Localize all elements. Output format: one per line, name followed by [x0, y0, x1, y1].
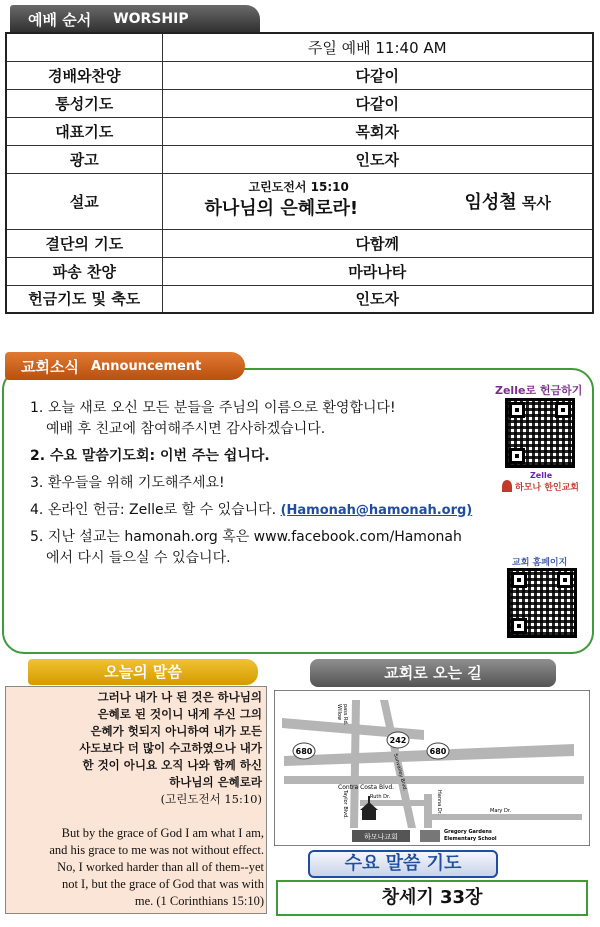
hwy-680-label-east: 680 — [429, 747, 447, 756]
sermon-title: 하나님의 은혜로라! — [204, 197, 359, 219]
order-label: 대표기도 — [6, 117, 162, 145]
order-label: 파송 찬양 — [6, 257, 162, 285]
item-text-2: 예배 후 친교에 참여해주시면 감사하겠습니다. — [46, 421, 326, 437]
order-label: 결단의 기도 — [6, 229, 162, 257]
table-row — [6, 89, 593, 117]
worship-order-table — [5, 32, 594, 314]
road-mary — [432, 814, 582, 820]
contra-costa-label: Contra Costa Blvd. — [338, 784, 395, 791]
mary-label: Mary Dr. — [490, 808, 512, 814]
order-label: 헌금기도 및 축도 — [6, 285, 162, 313]
order-value: 다함께 — [162, 229, 593, 257]
school-label-1: Gregory Gardens — [444, 829, 492, 835]
order-value: 다같이 — [162, 89, 593, 117]
verse-line: not I, but the grace of God that was with — [61, 877, 264, 891]
taylor-label: Taylor Blvd. — [342, 790, 348, 819]
verse-line: 은혜로 된 것이니 내게 주신 그의 — [97, 707, 262, 721]
verse-line: 그러나 내가 나 된 것은 하나님의 — [97, 690, 262, 704]
church-logo — [502, 478, 582, 494]
verse-line: No, I worked harder than all of them--yet — [57, 860, 264, 874]
list-item: 2. 수요 말씀기도회: 이번 주는 쉽니다. — [30, 448, 270, 464]
homepage-label: 교회 홈페이지 — [512, 558, 568, 568]
verse-line: and his grace to me was not without effect. — [49, 843, 264, 857]
hwy-242-label: 242 — [389, 736, 407, 745]
sermon-cell — [162, 173, 593, 229]
item-text: 환우들을 위해 기도해주세요! — [47, 475, 225, 491]
item-text: 지난 설교는 hamonah.org 혹은 www.facebook.com/Hamonah — [47, 529, 462, 545]
sunvalley-label: Sunvalley Blvd. — [392, 752, 408, 792]
item-text-2: 에서 다시 들으실 수 있습니다. — [46, 550, 231, 566]
church-logo-text: 하모나 한인교회 — [515, 482, 579, 493]
ruth-label: Ruth Dr. — [370, 794, 391, 800]
item-text: 오늘 새로 오신 모든 분들을 주님의 이름으로 환영합니다! — [47, 400, 396, 416]
preacher-name: 임성철 — [464, 191, 517, 213]
item-text: 수요 말씀기도회: 이번 주는 쉽니다. — [49, 448, 270, 464]
zelle-qr-code[interactable] — [505, 398, 575, 468]
table-row — [6, 145, 593, 173]
verse-line: But by the grace of God I am what I am, — [61, 826, 264, 840]
order-value: 인도자 — [162, 285, 593, 313]
church-logo-icon — [502, 480, 512, 492]
announcement-tab-label-en: Announcement — [90, 358, 202, 374]
list-item: 3. 환우들을 위해 기도해주세요! — [30, 475, 225, 491]
table-row — [6, 229, 593, 257]
email-link[interactable]: (Hamonah@hamonah.org) — [280, 503, 473, 518]
verse-line: me. (1 Corinthians 15:10) — [134, 894, 264, 908]
willow-label: Willow — [336, 704, 342, 721]
preacher — [465, 188, 551, 214]
verse-ref: (고린도전서 15:10) — [160, 792, 262, 806]
homepage-qr-code[interactable] — [507, 568, 577, 638]
table-row — [6, 257, 593, 285]
table-row — [6, 285, 593, 313]
hwy-680-label: 680 — [295, 747, 313, 756]
worship-tab-label: 예배 순서 — [28, 10, 92, 29]
wednesday-tab: 수요 말씀 기도 — [308, 850, 498, 878]
school-icon — [420, 830, 440, 842]
verse-korean — [8, 689, 262, 808]
order-label: 경배와찬양 — [6, 61, 162, 89]
header-empty-cell — [6, 33, 162, 61]
church-label: 하모나교회 — [364, 833, 398, 841]
announcement-list — [30, 398, 500, 575]
table-row — [6, 33, 593, 61]
hanna-label: Hanna Dr. — [436, 790, 442, 815]
directions-map[interactable] — [274, 690, 590, 846]
wednesday-passage: 창세기 33장 — [381, 887, 483, 908]
service-time: 주일 예배 11:40 AM — [162, 33, 593, 61]
road-contra-costa — [284, 776, 584, 784]
verse-line: 은혜가 헛되지 아니하여 내가 모든 — [90, 724, 262, 738]
order-label: 통성기도 — [6, 89, 162, 117]
school-label-2: Elementary School — [444, 836, 497, 842]
verse-line: 사도보다 더 많이 수고하였으나 내가 — [79, 741, 262, 755]
worship-tab — [10, 5, 260, 33]
announcement-tab — [5, 352, 245, 380]
item-text: 온라인 헌금: Zelle로 할 수 있습니다. — [47, 502, 277, 518]
verse-english — [8, 825, 264, 910]
table-row — [6, 61, 593, 89]
table-row — [6, 173, 593, 229]
list-item: 4. 온라인 헌금: Zelle로 할 수 있습니다. (Hamonah@hamonah.org) — [30, 502, 473, 518]
order-value: 인도자 — [162, 145, 593, 173]
list-item: 1. 오늘 새로 오신 모든 분들을 주님의 이름으로 환영합니다! 예배 후 친교에 참여해주시면 감사하겠습니다. — [30, 398, 500, 440]
pass-rd-label: pass Rd. — [342, 704, 348, 726]
order-value: 마라나타 — [162, 257, 593, 285]
zelle-label: Zelle로 헌금하기 — [495, 384, 583, 397]
verse-line: 한 것이 아니요 오직 나와 함께 하신 — [82, 758, 262, 772]
zelle-small-label: Zelle — [530, 471, 553, 480]
order-label: 설교 — [6, 173, 162, 229]
order-value: 목회자 — [162, 117, 593, 145]
preacher-title: 목사 — [521, 193, 551, 212]
verse-line: 하나님의 은혜로라 — [169, 775, 262, 789]
sermon-ref: 고린도전서 15:10 — [248, 179, 349, 194]
announcement-tab-label: 교회소식 — [21, 357, 79, 376]
road-hanna — [424, 794, 432, 828]
directions-tab: 교회로 오는 길 — [310, 659, 556, 687]
list-item: 5. 지난 설교는 hamonah.org 혹은 www.facebook.com/Hamonah 에서 다시 들으실 수 있습니다. — [30, 527, 500, 569]
table-row — [6, 117, 593, 145]
order-label: 광고 — [6, 145, 162, 173]
verse-tab: 오늘의 말씀 — [28, 659, 258, 685]
worship-tab-label-en: WORSHIP — [113, 11, 189, 27]
order-value: 다같이 — [162, 61, 593, 89]
